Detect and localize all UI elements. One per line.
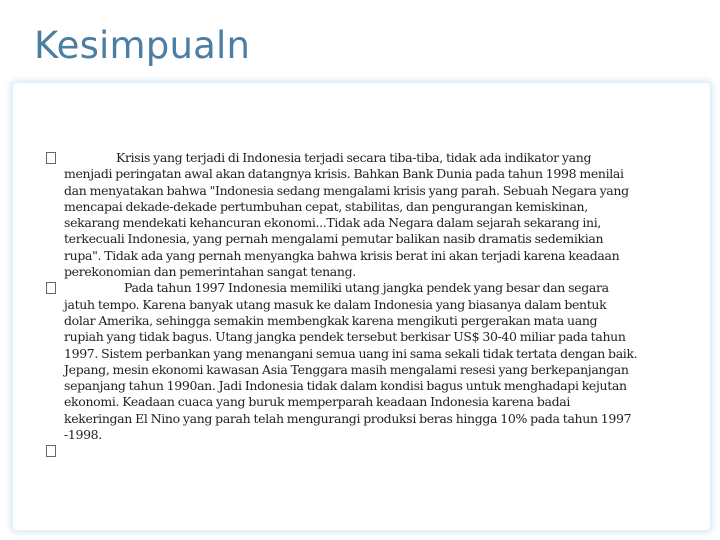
- bullet-box-icon: [46, 282, 56, 294]
- text-line: mencapai dekade-dekade pertumbuhan cepat, stabilitas, dan pengurangan kemiskinan,: [64, 198, 588, 214]
- text-line: sepanjang tahun 1990an. Jadi Indonesia tidak dalam kondisi bagus untuk menghadapi kejutan: [64, 378, 627, 394]
- text-line: Jepang, mesin ekonomi kawasan Asia Tenggara masih mengalami resesi yang berkepanjangan: [64, 361, 629, 377]
- text-line: kekeringan El Nino yang parah telah mengurangi produksi beras hingga 10% pada tahun 1997: [64, 410, 632, 426]
- bullet-item-3: [46, 443, 686, 461]
- text-line: rupiah yang tidak bagus. Utang jangka pendek tersebut berkisar US$ 30-40 miliar pada tahun: [64, 329, 626, 345]
- text-line: 1997. Sistem perbankan yang menangani semua uang ini sama sekali tidak tertata dengan baik.: [64, 345, 638, 361]
- bullet-box-icon: [46, 152, 56, 164]
- text-line: perekonomian dan pemerintahan sangat tenang.: [64, 264, 356, 280]
- text-line: Pada tahun 1997 Indonesia memiliki utang jangka pendek yang besar dan segara: [124, 280, 609, 296]
- text-line: Krisis yang terjadi di Indonesia terjadi secara tiba-tiba, tidak ada indikator yang: [116, 150, 592, 165]
- text-line: terkecuali Indonesia, yang pernah mengalami pemutar balikan nasib dramatis sedemikian: [64, 231, 604, 247]
- text-line: dolar Amerika, sehingga semakin membengkak karena mengikuti pergerakan mata uang: [64, 312, 598, 328]
- slide-body: [46, 150, 686, 461]
- paragraph-debt: [64, 280, 686, 443]
- bullet-item-1: [46, 150, 686, 280]
- text-line: rupa". Tidak ada yang pernah menyangka bahwa krisis berat ini akan terjadi karena keadaan: [64, 247, 620, 263]
- text-line: ekonomi. Keadaan cuaca yang buruk memperparah keadaan Indonesia karena badai: [64, 394, 570, 410]
- paragraph-crisis: [64, 150, 686, 280]
- text-line: sekarang mendekati kehancuran ekonomi...Tidak ada Negara dalam sejarah sekarang ini,: [64, 215, 602, 231]
- text-line: menjadi peringatan awal akan datangnya krisis. Bahkan Bank Dunia pada tahun 1998 menilai: [64, 166, 624, 182]
- text-line: -1998.: [64, 427, 102, 443]
- text-line: dan menyatakan bahwa "Indonesia sedang mengalami krisis yang parah. Sebuah Negara yang: [64, 182, 629, 198]
- bullet-item-2: [46, 280, 686, 443]
- text-line: jatuh tempo. Karena banyak utang masuk ke dalam Indonesia yang biasanya dalam bentuk: [64, 296, 607, 312]
- slide-title: Kesimpualn: [34, 24, 251, 67]
- bullet-box-icon: [46, 445, 56, 457]
